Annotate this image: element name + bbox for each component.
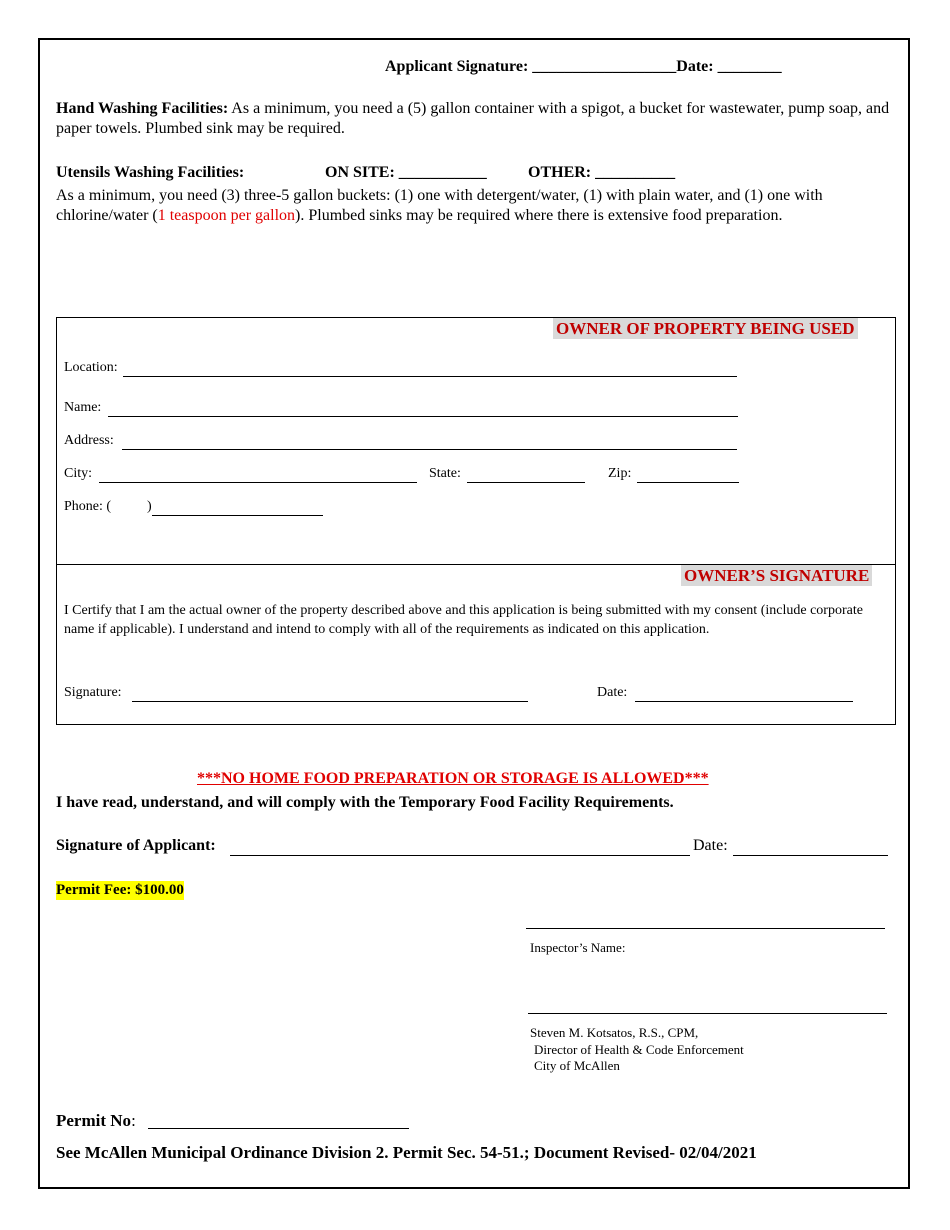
address-field[interactable] bbox=[122, 449, 737, 450]
permit-no-label: Permit No bbox=[56, 1111, 132, 1130]
city-label: City: bbox=[64, 466, 93, 481]
hand-washing-paragraph bbox=[56, 99, 896, 139]
owner-signature-label: Signature: bbox=[64, 685, 122, 700]
permit-fee bbox=[56, 881, 184, 900]
owner-date-label: Date: bbox=[597, 685, 628, 700]
owner-date-field[interactable] bbox=[635, 701, 853, 702]
state-label: State: bbox=[429, 466, 461, 481]
location-field[interactable] bbox=[123, 376, 737, 377]
utensils-on-site: ON SITE: ___________ bbox=[325, 164, 487, 181]
name-field[interactable] bbox=[108, 416, 738, 417]
utensils-paragraph bbox=[56, 186, 896, 226]
director-name: Steven M. Kotsatos, R.S., CPM, bbox=[530, 1025, 699, 1040]
utensils-other: OTHER: __________ bbox=[528, 164, 676, 181]
phone-close-paren: ) bbox=[147, 499, 152, 514]
phone-field[interactable] bbox=[152, 515, 323, 516]
state-field[interactable] bbox=[467, 482, 585, 483]
utensils-text-red: 1 teaspoon per gallon bbox=[157, 207, 296, 224]
applicant-signature-field[interactable] bbox=[230, 855, 690, 856]
certify-text: I Certify that I am the actual owner of the property described above and this application is being submitted with my consent (include corporate name if applicable). I understand and intend to comply with all of the requirements as indicated on this application. bbox=[64, 603, 863, 637]
permit-no bbox=[56, 1111, 136, 1131]
owner-signature-heading: OWNER’S SIGNATURE bbox=[681, 565, 872, 586]
name-label: Name: bbox=[64, 400, 102, 415]
footer-ordinance: See McAllen Municipal Ordinance Division 2. Permit Sec. 54-51.; Document Revised- 02/04/2021 bbox=[56, 1143, 757, 1162]
zip-field[interactable] bbox=[637, 482, 739, 483]
address-label: Address: bbox=[64, 433, 114, 448]
zip-label: Zip: bbox=[608, 466, 632, 481]
director-signature-line[interactable] bbox=[528, 1013, 887, 1014]
comply-statement: I have read, understand, and will comply with the Temporary Food Facility Requirements. bbox=[56, 794, 674, 811]
permit-fee-value: : $100.00 bbox=[126, 882, 184, 898]
phone-label: Phone: ( bbox=[64, 499, 112, 514]
hand-washing-text: As a minimum, you need a (5) gallon container with a spigot, a bucket for wastewater, pump soap, and paper towels. Plumbed sink may be required. bbox=[56, 100, 890, 137]
owner-signature-field[interactable] bbox=[132, 701, 528, 702]
owner-box bbox=[56, 317, 896, 725]
permit-fee-label: Permit Fee bbox=[56, 882, 127, 898]
director-title: Director of Health & Code Enforcement bbox=[534, 1042, 744, 1057]
applicant-signature-label: Signature of Applicant: bbox=[56, 837, 216, 854]
hand-washing-label: Hand Washing Facilities: bbox=[56, 100, 229, 117]
director-city: City of McAllen bbox=[534, 1058, 620, 1073]
applicant-signature-line: Applicant Signature: __________________Date: ________ bbox=[385, 58, 782, 75]
inspector-signature-line[interactable] bbox=[526, 928, 885, 929]
utensils-label: Utensils Washing Facilities: bbox=[56, 164, 245, 181]
utensils-text-after: ). Plumbed sinks may be required where there is extensive food preparation. bbox=[295, 207, 783, 224]
location-label: Location: bbox=[64, 360, 118, 375]
utensils-text-before: As a minimum, you need (3) three-5 gallon buckets: (1) one with detergent/water, (1) with plain water, and (1) one with chlorine/water ( bbox=[56, 187, 823, 224]
applicant-date-label: Date: bbox=[693, 837, 728, 854]
applicant-date-field[interactable] bbox=[733, 855, 888, 856]
city-field[interactable] bbox=[99, 482, 417, 483]
permit-no-colon: : bbox=[131, 1111, 136, 1130]
permit-no-field[interactable] bbox=[148, 1128, 409, 1129]
inspector-name-label: Inspector’s Name: bbox=[530, 940, 626, 955]
owner-section-heading: OWNER OF PROPERTY BEING USED bbox=[553, 318, 858, 339]
no-home-food-warning: ***NO HOME FOOD PREPARATION OR STORAGE IS ALLOWED*** bbox=[197, 770, 709, 787]
